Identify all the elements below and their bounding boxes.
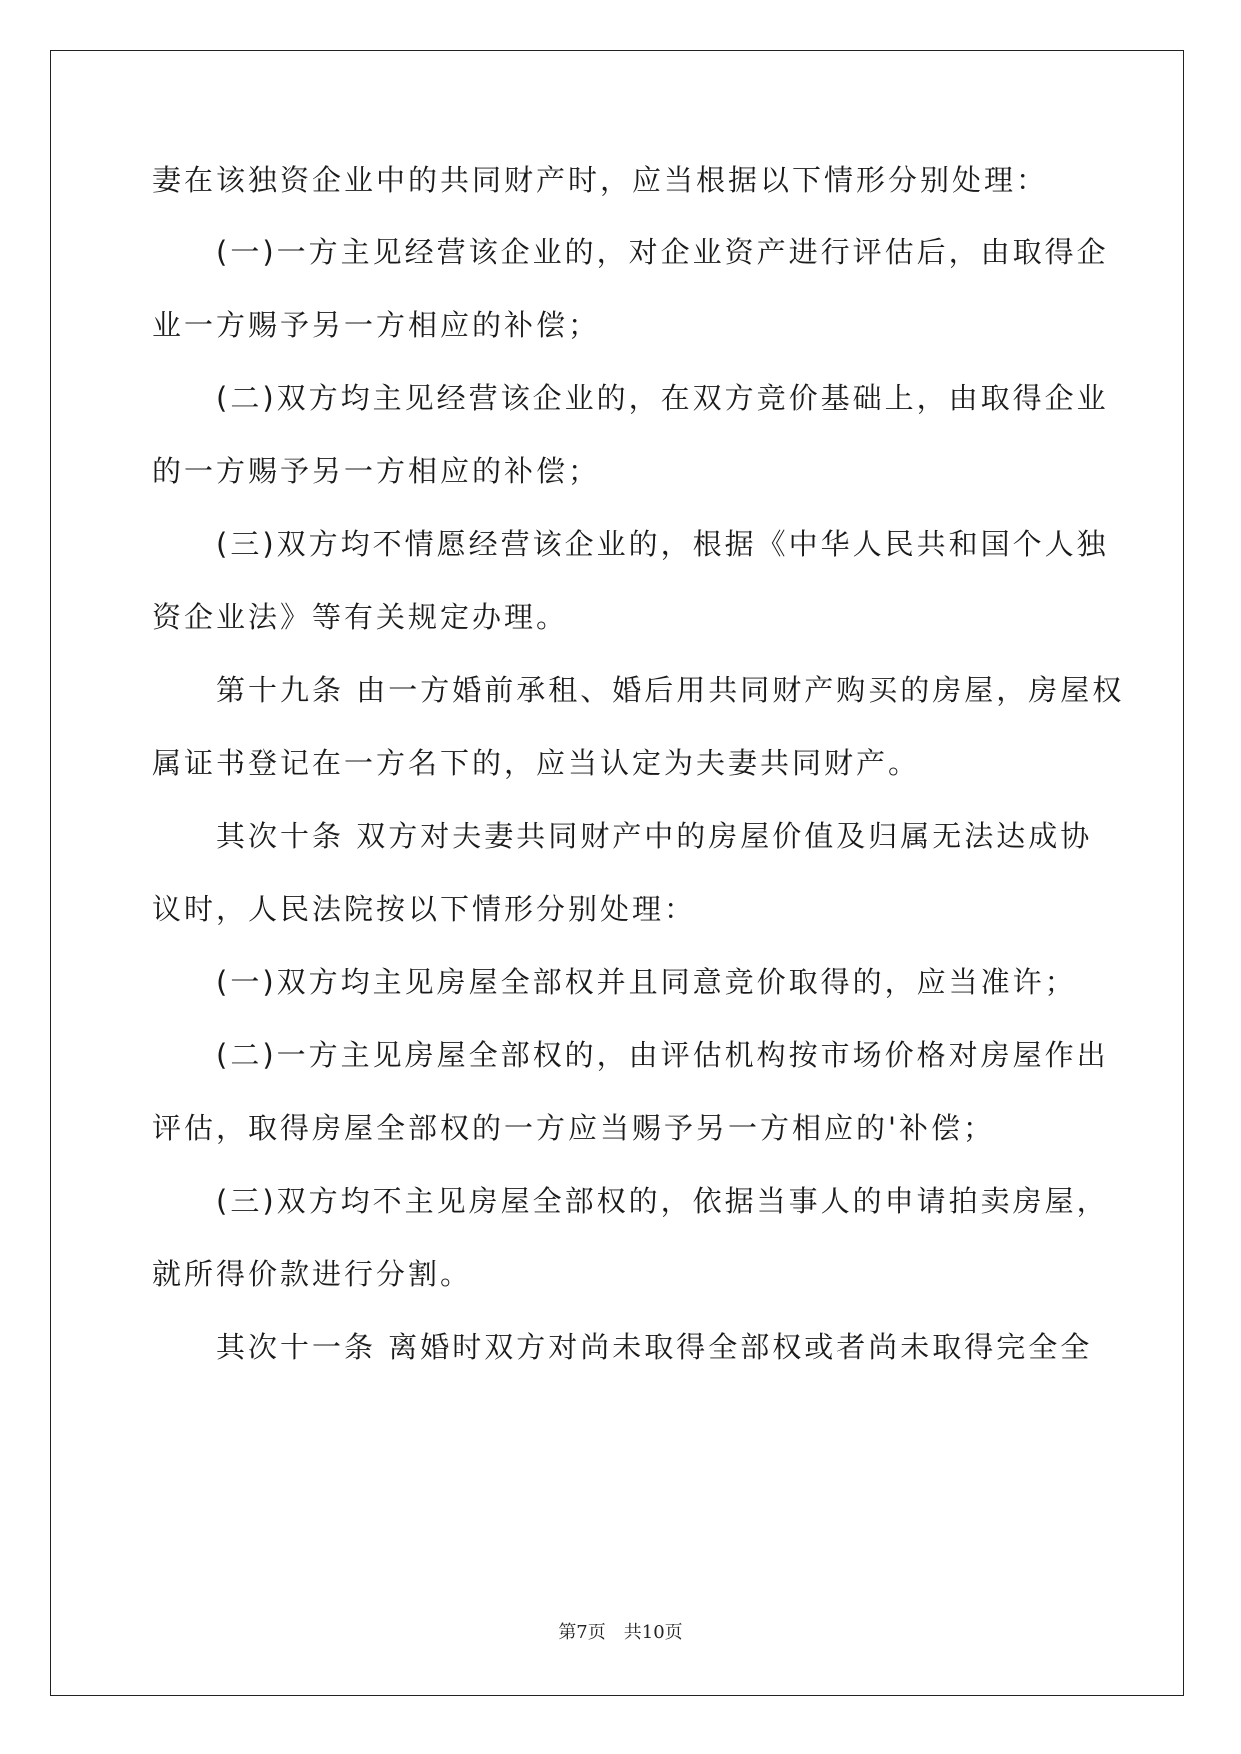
text-line: 第十九条 由一方婚前承租、婚后用共同财产购买的房屋，房屋权 — [216, 673, 1125, 707]
text-line: 属证书登记在一方名下的，应当认定为夫妻共同财产。 — [152, 746, 921, 780]
page-number: 第7页 共10页 — [558, 1622, 683, 1643]
text-line: 妻在该独资企业中的共同财产时，应当根据以下情形分别处理： — [152, 163, 1049, 197]
text-line: 资企业法》等有关规定办理。 — [152, 600, 569, 634]
text-line: 其次十一条 离婚时双方对尚未取得全部权或者尚未取得完全全 — [216, 1330, 1093, 1364]
text-line: 其次十条 双方对夫妻共同财产中的房屋价值及归属无法达成协 — [216, 819, 1093, 853]
text-line: (三)双方均不情愿经营该企业的，根据《中华人民共和国个人独 — [216, 527, 1109, 561]
page-border — [50, 50, 1184, 1696]
text-line: (一)一方主见经营该企业的，对企业资产进行评估后，由取得企 — [216, 235, 1109, 269]
text-line: (三)双方均不主见房屋全部权的，依据当事人的申请拍卖房屋， — [216, 1184, 1109, 1218]
text-line: (二)双方均主见经营该企业的，在双方竞价基础上，由取得企业 — [216, 381, 1109, 415]
text-line: 议时，人民法院按以下情形分别处理： — [152, 892, 697, 926]
text-line: 业一方赐予另一方相应的补偿； — [152, 308, 601, 342]
text-line: (二)一方主见房屋全部权的，由评估机构按市场价格对房屋作出 — [216, 1038, 1109, 1072]
text-line: 评估，取得房屋全部权的一方应当赐予另一方相应的'补偿； — [152, 1111, 995, 1145]
text-line: 的一方赐予另一方相应的补偿； — [152, 454, 601, 488]
text-line: 就所得价款进行分割。 — [152, 1257, 473, 1291]
text-line: (一)双方均主见房屋全部权并且同意竞价取得的，应当准许； — [216, 965, 1077, 999]
